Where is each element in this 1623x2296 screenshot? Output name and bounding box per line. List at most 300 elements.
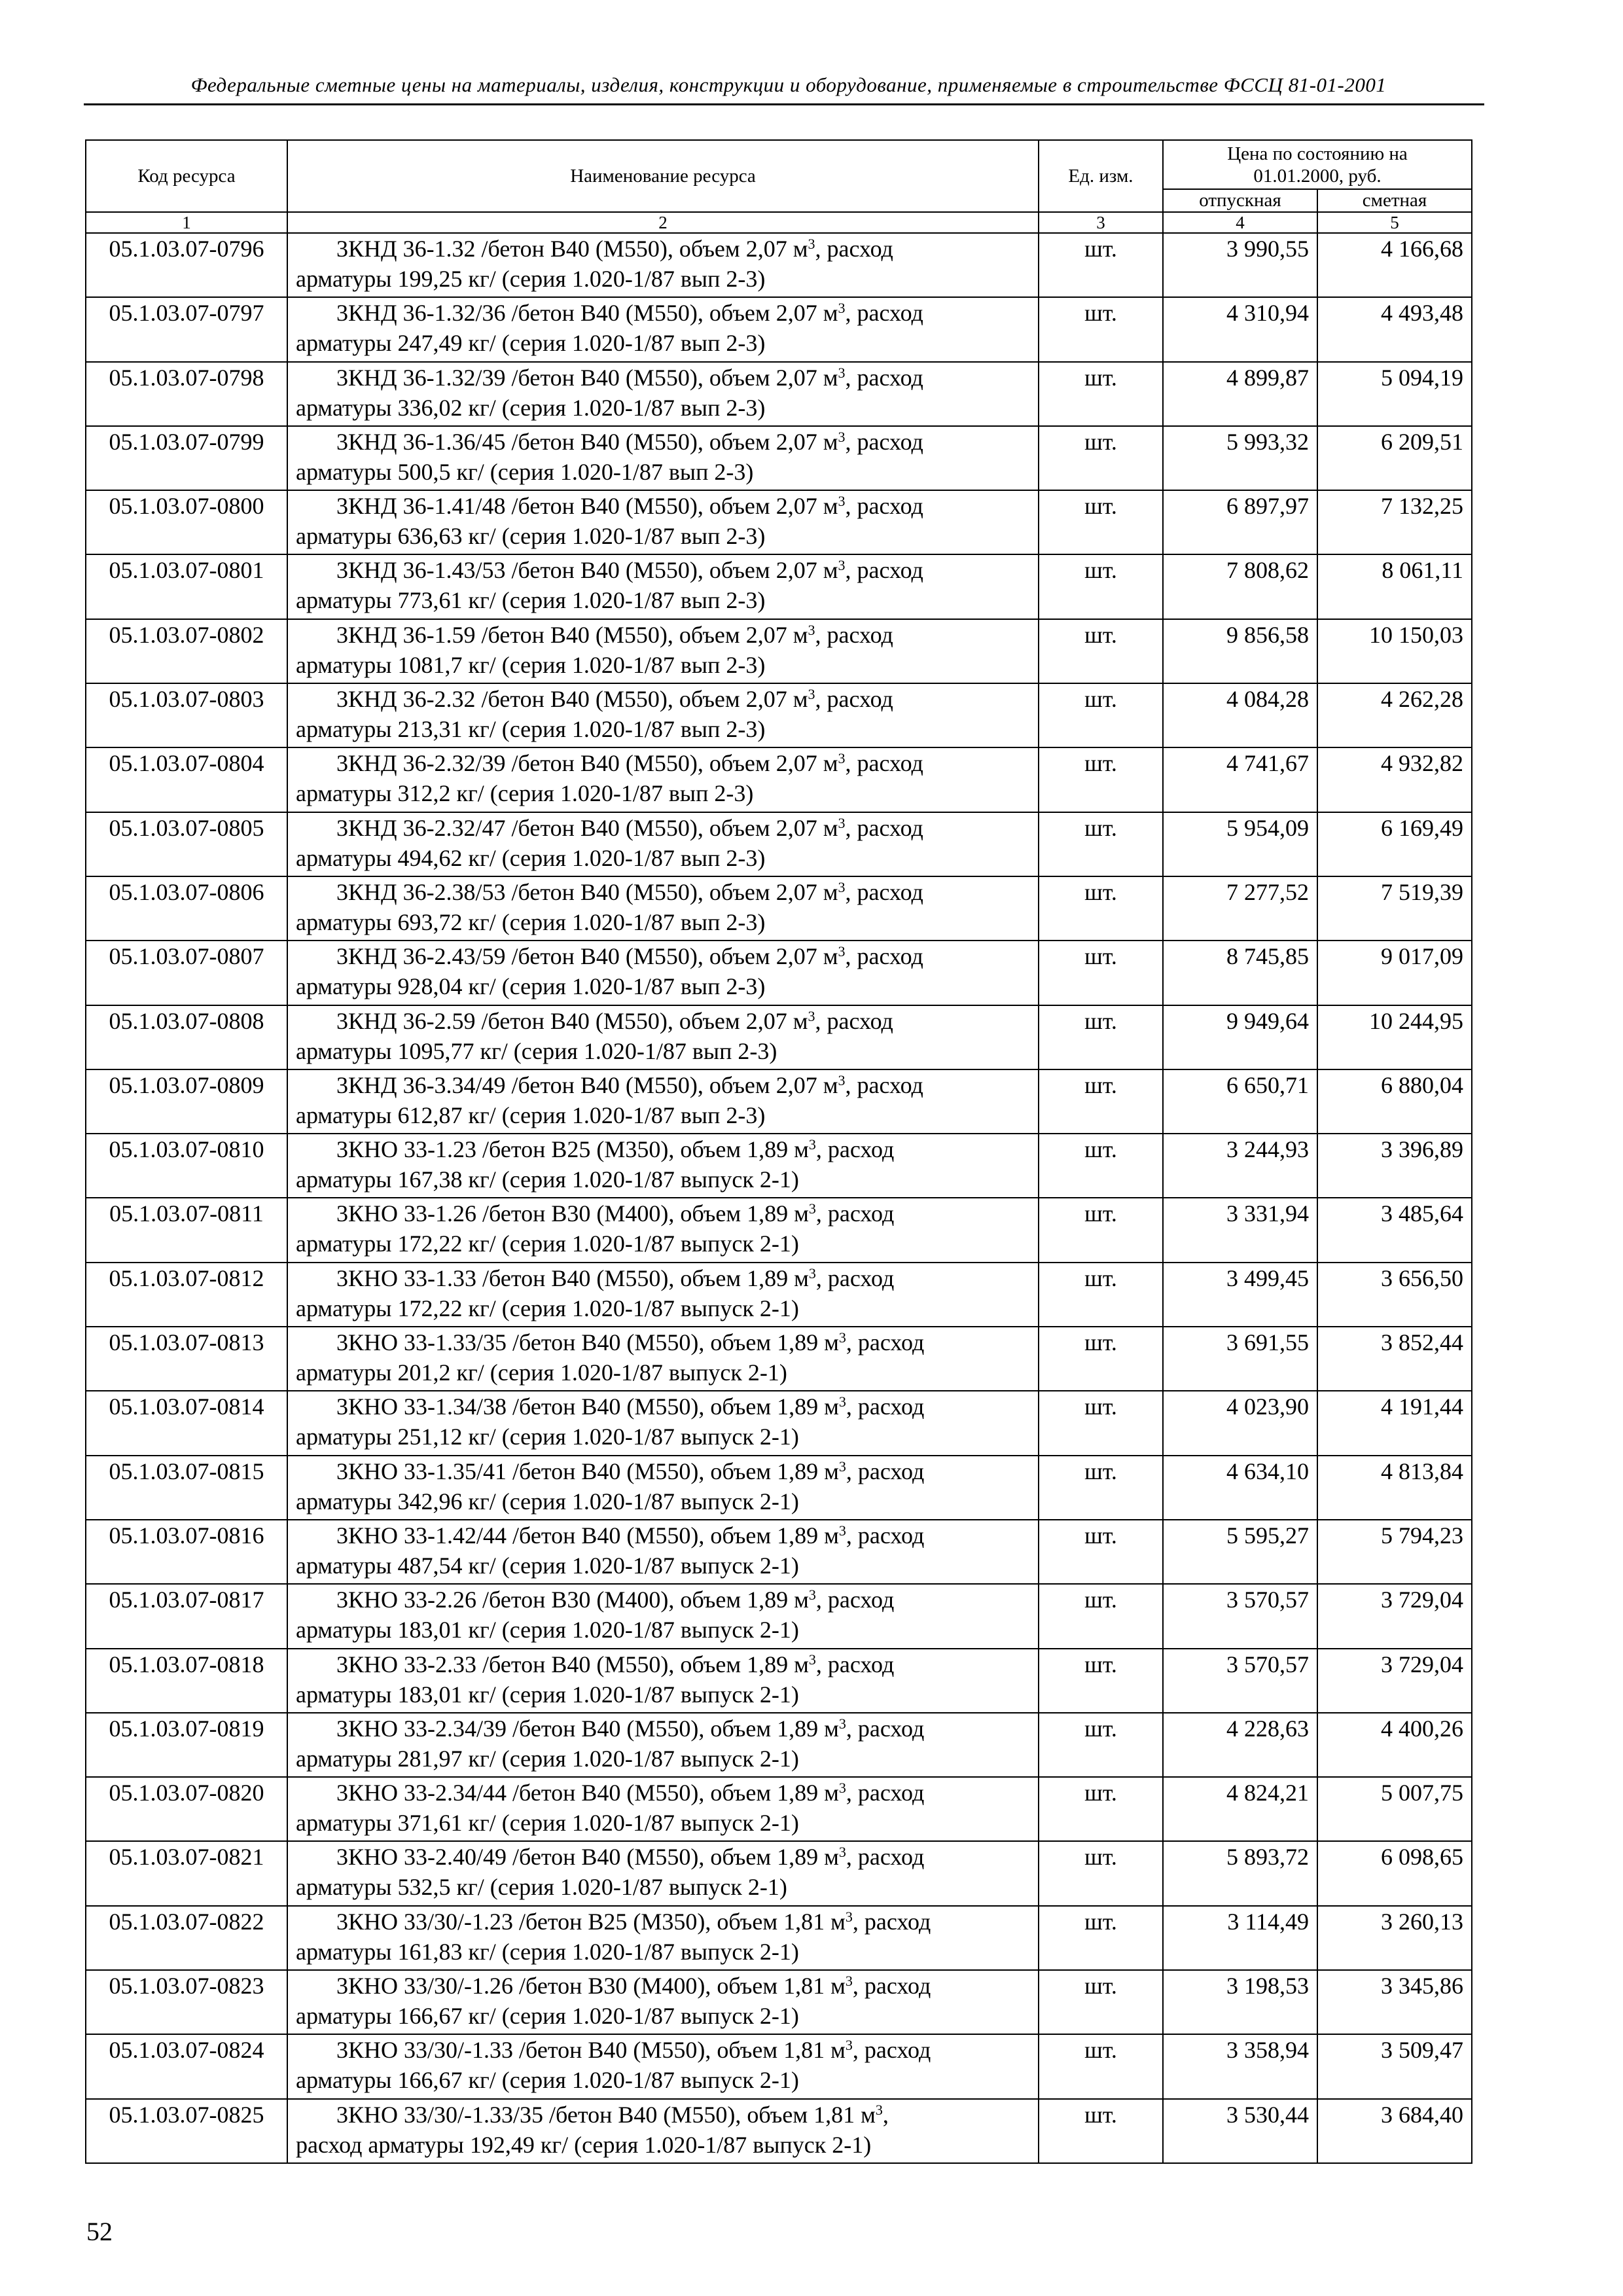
estimate-price: 5 094,19 (1317, 362, 1472, 426)
release-price: 4 899,87 (1163, 362, 1317, 426)
estimate-price: 3 684,40 (1317, 2099, 1472, 2163)
resource-name (287, 876, 1039, 941)
header-code: Код ресурса (86, 140, 287, 212)
table-row (86, 1391, 1472, 1455)
resource-name (287, 1198, 1039, 1262)
resource-name-line2: арматуры 247,49 кг/ (серия 1.020-1/87 вып 2-3) (296, 330, 766, 357)
estimate-price: 3 656,50 (1317, 1263, 1472, 1327)
resource-name-line2: арматуры 371,61 кг/ (серия 1.020-1/87 выпуск 2-1) (296, 1810, 799, 1837)
cubic-superscript: 3 (838, 1844, 846, 1861)
unit: шт. (1039, 233, 1163, 297)
unit: шт. (1039, 1520, 1163, 1584)
unit: шт. (1039, 1970, 1163, 2034)
cubic-superscript: 3 (845, 1973, 853, 1990)
release-price: 3 570,57 (1163, 1649, 1317, 1713)
cubic-superscript: 3 (838, 428, 846, 445)
resource-name-line2: арматуры 167,38 кг/ (серия 1.020-1/87 выпуск 2-1) (296, 1166, 799, 1193)
cubic-superscript: 3 (838, 878, 846, 895)
resource-name-line1-tail: , расход (846, 1458, 925, 1484)
cubic-superscript: 3 (838, 1071, 846, 1088)
table-row (86, 876, 1472, 941)
table-row (86, 1970, 1472, 2034)
resource-code: 05.1.03.07-0821 (86, 1841, 287, 1905)
resource-name-line1-tail: , расход (845, 750, 923, 777)
resource-name-line2: арматуры 500,5 кг/ (серия 1.020-1/87 вып 2-3) (296, 458, 754, 485)
unit: шт. (1039, 1005, 1163, 1069)
price-table (85, 139, 1472, 2164)
resource-name-line1: 3КНО 33-2.40/49 /бетон В40 (М550), объем 1,89 м (336, 1844, 839, 1871)
resource-name-line1: 3КНО 33-1.23 /бетон В25 (М350), объем 1,89 м (336, 1136, 809, 1163)
unit: шт. (1039, 1906, 1163, 1970)
resource-name-line1-tail: , расход (852, 1908, 931, 1935)
resource-name (287, 1777, 1039, 1841)
resource-code: 05.1.03.07-0796 (86, 233, 287, 297)
release-price: 3 990,55 (1163, 233, 1317, 297)
release-price: 3 530,44 (1163, 2099, 1317, 2163)
estimate-price: 3 260,13 (1317, 1906, 1472, 1970)
resource-name-line1: 3КНО 33-1.35/41 /бетон В40 (М550), объем 1,89 м (336, 1458, 839, 1484)
release-price: 4 023,90 (1163, 1391, 1317, 1455)
resource-code: 05.1.03.07-0818 (86, 1649, 287, 1713)
resource-name (287, 1263, 1039, 1327)
resource-name-line1-tail: , расход (852, 2037, 931, 2064)
release-price: 7 277,52 (1163, 876, 1317, 941)
resource-name-line2: арматуры 1095,77 кг/ (серия 1.020-1/87 вып 2-3) (296, 1037, 777, 1064)
column-number: 3 (1039, 212, 1163, 233)
resource-name-line2: арматуры 487,54 кг/ (серия 1.020-1/87 выпуск 2-1) (296, 1552, 799, 1579)
estimate-price: 3 852,44 (1317, 1327, 1472, 1391)
release-price: 9 949,64 (1163, 1005, 1317, 1069)
resource-name-line1: 3КНО 33/30/-1.33 /бетон В40 (М550), объем 1,81 м (336, 2037, 846, 2064)
header-estimate-price: сметная (1317, 189, 1472, 212)
header-price: Цена по состоянию на 01.01.2000, руб. (1163, 140, 1472, 189)
table-row (86, 2034, 1472, 2098)
resource-name-line1: 3КНО 33-2.34/44 /бетон В40 (М550), объем 1,89 м (336, 1780, 839, 1806)
estimate-price: 8 061,11 (1317, 554, 1472, 619)
estimate-price: 9 017,09 (1317, 941, 1472, 1005)
unit: шт. (1039, 490, 1163, 554)
resource-code: 05.1.03.07-0808 (86, 1005, 287, 1069)
release-price: 8 745,85 (1163, 941, 1317, 1005)
resource-name-line1-tail: , расход (815, 1587, 895, 1613)
unit: шт. (1039, 1069, 1163, 1134)
table-row (86, 1649, 1472, 1713)
resource-name-line2: арматуры 494,62 кг/ (серия 1.020-1/87 вып 2-3) (296, 844, 766, 871)
resource-name-line1: 3КНО 33-1.34/38 /бетон В40 (М550), объем 1,89 м (336, 1393, 839, 1420)
release-price: 3 331,94 (1163, 1198, 1317, 1262)
release-price: 4 084,28 (1163, 683, 1317, 747)
column-number: 4 (1163, 212, 1317, 233)
release-price: 5 954,09 (1163, 812, 1317, 876)
resource-name-line2: арматуры 213,31 кг/ (серия 1.020-1/87 вып 2-3) (296, 716, 766, 743)
resource-name (287, 2099, 1039, 2163)
table-row (86, 1263, 1472, 1327)
resource-name-line1-tail: , расход (815, 621, 893, 648)
unit: шт. (1039, 1134, 1163, 1198)
resource-name-line2: расход арматуры 192,49 кг/ (серия 1.020-1/87 выпуск 2-1) (296, 2131, 872, 2158)
resource-name-line1-tail: , расход (845, 493, 923, 520)
resource-code: 05.1.03.07-0803 (86, 683, 287, 747)
resource-name-line2: арматуры 251,12 кг/ (серия 1.020-1/87 выпуск 2-1) (296, 1424, 799, 1450)
resource-code: 05.1.03.07-0800 (86, 490, 287, 554)
resource-name-line1-tail: , расход (815, 686, 893, 713)
table-row (86, 297, 1472, 361)
price-table-body (86, 233, 1472, 2163)
resource-name-line1-tail: , расход (815, 236, 893, 262)
resource-name-line1: 3КНО 33-1.42/44 /бетон В40 (М550), объем 1,89 м (336, 1522, 839, 1549)
table-row (86, 747, 1472, 812)
unit: шт. (1039, 683, 1163, 747)
resource-name-line2: арматуры 281,97 кг/ (серия 1.020-1/87 выпуск 2-1) (296, 1745, 799, 1772)
estimate-price: 5 794,23 (1317, 1520, 1472, 1584)
table-row (86, 1005, 1472, 1069)
table-row (86, 1584, 1472, 1648)
resource-name-line2: арматуры 183,01 кг/ (серия 1.020-1/87 выпуск 2-1) (296, 1681, 799, 1708)
resource-code: 05.1.03.07-0798 (86, 362, 287, 426)
resource-code: 05.1.03.07-0813 (86, 1327, 287, 1391)
cubic-superscript: 3 (808, 1200, 816, 1217)
estimate-price: 4 932,82 (1317, 747, 1472, 812)
table-row (86, 233, 1472, 297)
resource-name (287, 812, 1039, 876)
resource-code: 05.1.03.07-0819 (86, 1713, 287, 1777)
resource-name-line1-tail: , расход (815, 1200, 895, 1227)
resource-code: 05.1.03.07-0820 (86, 1777, 287, 1841)
table-row (86, 619, 1472, 683)
table-row (86, 1134, 1472, 1198)
unit: шт. (1039, 1777, 1163, 1841)
resource-name-line1-tail: , расход (852, 1973, 931, 2000)
release-price: 3 244,93 (1163, 1134, 1317, 1198)
resource-name-line1: 3КНО 33-2.34/39 /бетон В40 (М550), объем 1,89 м (336, 1715, 839, 1742)
resource-code: 05.1.03.07-0825 (86, 2099, 287, 2163)
cubic-superscript: 3 (838, 1393, 846, 1410)
estimate-price: 4 166,68 (1317, 233, 1472, 297)
resource-name-line1: 3КНД 36-2.32 /бетон В40 (М550), объем 2,07 м (336, 686, 808, 713)
table-row (86, 812, 1472, 876)
resource-code: 05.1.03.07-0805 (86, 812, 287, 876)
resource-name-line1-tail: , расход (845, 878, 923, 905)
resource-name (287, 747, 1039, 812)
table-row (86, 1906, 1472, 1970)
unit: шт. (1039, 747, 1163, 812)
resource-name-line2: арматуры 336,02 кг/ (серия 1.020-1/87 вып 2-3) (296, 394, 766, 421)
resource-name (287, 1005, 1039, 1069)
resource-name (287, 554, 1039, 619)
release-price: 4 741,67 (1163, 747, 1317, 812)
resource-name (287, 1134, 1039, 1198)
running-header: Федеральные сметные цены на материалы, изделия, конструкции и оборудование, применяемые в строительстве ФССЦ 81-01-2001 (190, 73, 1387, 96)
unit: шт. (1039, 619, 1163, 683)
resource-name-line1-tail: , расход (846, 1329, 925, 1356)
resource-name-line2: арматуры 636,63 кг/ (серия 1.020-1/87 вып 2-3) (296, 523, 766, 550)
unit: шт. (1039, 426, 1163, 490)
resource-name-line1: 3КНД 36-2.43/59 /бетон В40 (М550), объем 2,07 м (336, 943, 838, 970)
resource-name-line1-tail: , расход (846, 1522, 925, 1549)
column-number: 1 (86, 212, 287, 233)
cubic-superscript: 3 (838, 557, 846, 574)
resource-name (287, 1713, 1039, 1777)
resource-name-line1: 3КНО 33/30/-1.26 /бетон В30 (М400), объем 1,81 м (336, 1973, 846, 2000)
unit: шт. (1039, 554, 1163, 619)
unit: шт. (1039, 1649, 1163, 1713)
resource-name-line2: арматуры 183,01 кг/ (серия 1.020-1/87 выпуск 2-1) (296, 1617, 799, 1643)
estimate-price: 6 169,49 (1317, 812, 1472, 876)
resource-name-line2: арматуры 693,72 кг/ (серия 1.020-1/87 вып 2-3) (296, 908, 766, 935)
estimate-price: 3 729,04 (1317, 1584, 1472, 1648)
table-row (86, 1069, 1472, 1134)
resource-name (287, 1520, 1039, 1584)
release-price: 3 114,49 (1163, 1906, 1317, 1970)
resource-name-line2: арматуры 166,67 кг/ (серия 1.020-1/87 выпуск 2-1) (296, 2003, 799, 2030)
unit: шт. (1039, 941, 1163, 1005)
resource-name-line1: 3КНД 36-1.36/45 /бетон В40 (М550), объем 2,07 м (336, 428, 838, 455)
resource-name-line2: арматуры 166,67 кг/ (серия 1.020-1/87 выпуск 2-1) (296, 2067, 799, 2094)
resource-name-line1: 3КНО 33-2.26 /бетон В30 (М400), объем 1,89 м (336, 1587, 809, 1613)
resource-code: 05.1.03.07-0822 (86, 1906, 287, 1970)
estimate-price: 5 007,75 (1317, 1777, 1472, 1841)
resource-name-line2: арматуры 928,04 кг/ (серия 1.020-1/87 вып 2-3) (296, 973, 766, 1000)
cubic-superscript: 3 (838, 493, 846, 510)
resource-name-line2: арматуры 532,5 кг/ (серия 1.020-1/87 выпуск 2-1) (296, 1874, 787, 1901)
resource-name (287, 1970, 1039, 2034)
resource-name (287, 426, 1039, 490)
release-price: 4 228,63 (1163, 1713, 1317, 1777)
unit: шт. (1039, 2034, 1163, 2098)
cubic-superscript: 3 (838, 1522, 846, 1539)
resource-code: 05.1.03.07-0801 (86, 554, 287, 619)
resource-name-line1-tail: , расход (845, 428, 923, 455)
resource-code: 05.1.03.07-0824 (86, 2034, 287, 2098)
resource-code: 05.1.03.07-0799 (86, 426, 287, 490)
estimate-price: 7 519,39 (1317, 876, 1472, 941)
resource-code: 05.1.03.07-0809 (86, 1069, 287, 1134)
unit: шт. (1039, 1713, 1163, 1777)
header-unit: Ед. изм. (1039, 140, 1163, 212)
estimate-price: 4 813,84 (1317, 1456, 1472, 1520)
resource-name (287, 1456, 1039, 1520)
cubic-superscript: 3 (808, 621, 815, 638)
release-price: 5 993,32 (1163, 426, 1317, 490)
estimate-price: 6 098,65 (1317, 1841, 1472, 1905)
resource-code: 05.1.03.07-0806 (86, 876, 287, 941)
resource-name (287, 1391, 1039, 1455)
unit: шт. (1039, 1841, 1163, 1905)
unit: шт. (1039, 1584, 1163, 1648)
cubic-superscript: 3 (845, 1908, 853, 1925)
cubic-superscript: 3 (838, 943, 846, 960)
cubic-superscript: 3 (838, 364, 846, 381)
estimate-price: 3 729,04 (1317, 1649, 1472, 1713)
resource-name (287, 297, 1039, 361)
cubic-superscript: 3 (808, 1265, 816, 1282)
resource-code: 05.1.03.07-0797 (86, 297, 287, 361)
resource-name-line2: арматуры 161,83 кг/ (серия 1.020-1/87 выпуск 2-1) (296, 1938, 799, 1965)
resource-name-line2: арматуры 773,61 кг/ (серия 1.020-1/87 вып 2-3) (296, 587, 766, 614)
table-row (86, 1777, 1472, 1841)
table-row (86, 941, 1472, 1005)
unit: шт. (1039, 812, 1163, 876)
resource-name-line2: арматуры 612,87 кг/ (серия 1.020-1/87 вып 2-3) (296, 1102, 766, 1128)
header-release-price: отпускная (1163, 189, 1317, 212)
release-price: 3 198,53 (1163, 1970, 1317, 2034)
release-price: 3 570,57 (1163, 1584, 1317, 1648)
resource-name-line1-tail: , расход (815, 1136, 895, 1163)
column-number: 5 (1317, 212, 1472, 233)
estimate-price: 4 191,44 (1317, 1391, 1472, 1455)
table-row (86, 1520, 1472, 1584)
resource-name-line2: арматуры 172,22 кг/ (серия 1.020-1/87 выпуск 2-1) (296, 1230, 799, 1257)
cubic-superscript: 3 (808, 236, 815, 252)
release-price: 5 595,27 (1163, 1520, 1317, 1584)
resource-name-line1: 3КНО 33-2.33 /бетон В40 (М550), объем 1,89 м (336, 1651, 809, 1677)
header-rule (84, 103, 1484, 105)
resource-code: 05.1.03.07-0816 (86, 1520, 287, 1584)
column-number: 2 (287, 212, 1039, 233)
resource-name-line1: 3КНД 36-2.59 /бетон В40 (М550), объем 2,07 м (336, 1007, 808, 1034)
unit: шт. (1039, 1263, 1163, 1327)
resource-code: 05.1.03.07-0804 (86, 747, 287, 812)
release-price: 9 856,58 (1163, 619, 1317, 683)
resource-code: 05.1.03.07-0810 (86, 1134, 287, 1198)
cubic-superscript: 3 (845, 2037, 853, 2054)
estimate-price: 6 209,51 (1317, 426, 1472, 490)
cubic-superscript: 3 (838, 1780, 846, 1797)
release-price: 3 499,45 (1163, 1263, 1317, 1327)
release-price: 4 824,21 (1163, 1777, 1317, 1841)
estimate-price: 3 396,89 (1317, 1134, 1472, 1198)
estimate-price: 4 262,28 (1317, 683, 1472, 747)
resource-name (287, 619, 1039, 683)
release-price: 6 897,97 (1163, 490, 1317, 554)
resource-code: 05.1.03.07-0807 (86, 941, 287, 1005)
unit: шт. (1039, 1198, 1163, 1262)
estimate-price: 7 132,25 (1317, 490, 1472, 554)
resource-name-line1: 3КНД 36-2.38/53 /бетон В40 (М550), объем 2,07 м (336, 878, 838, 905)
release-price: 3 691,55 (1163, 1327, 1317, 1391)
resource-name-line1: 3КНО 33-1.33 /бетон В40 (М550), объем 1,89 м (336, 1265, 809, 1291)
resource-name-line2: арматуры 342,96 кг/ (серия 1.020-1/87 выпуск 2-1) (296, 1488, 799, 1515)
resource-code: 05.1.03.07-0817 (86, 1584, 287, 1648)
table-row (86, 490, 1472, 554)
estimate-price: 10 244,95 (1317, 1005, 1472, 1069)
cubic-superscript: 3 (838, 750, 846, 767)
resource-name-line1-tail: , расход (845, 943, 923, 970)
release-price: 6 650,71 (1163, 1069, 1317, 1134)
resource-name-line2: арматуры 172,22 кг/ (серия 1.020-1/87 выпуск 2-1) (296, 1295, 799, 1321)
resource-name (287, 1327, 1039, 1391)
cubic-superscript: 3 (808, 686, 815, 703)
estimate-price: 6 880,04 (1317, 1069, 1472, 1134)
resource-name (287, 233, 1039, 297)
release-price: 4 634,10 (1163, 1456, 1317, 1520)
resource-name-line1-tail: , расход (845, 814, 923, 841)
resource-code: 05.1.03.07-0811 (86, 1198, 287, 1262)
table-row (86, 1841, 1472, 1905)
resource-name-line1-tail: , расход (815, 1651, 895, 1677)
resource-name (287, 490, 1039, 554)
resource-name-line2: арматуры 312,2 кг/ (серия 1.020-1/87 вып 2-3) (296, 780, 754, 807)
resource-name-line1-tail: , расход (845, 557, 923, 584)
table-row (86, 1327, 1472, 1391)
resource-name-line1-tail: , расход (846, 1844, 925, 1871)
resource-name-line1: 3КНО 33-1.33/35 /бетон В40 (М550), объем 1,89 м (336, 1329, 839, 1356)
release-price: 7 808,62 (1163, 554, 1317, 619)
resource-name-line1-tail: , (882, 2101, 889, 2128)
cubic-superscript: 3 (838, 1458, 846, 1475)
cubic-superscript: 3 (838, 1329, 846, 1346)
resource-name-line1-tail: , расход (845, 364, 923, 391)
resource-code: 05.1.03.07-0812 (86, 1263, 287, 1327)
table-row (86, 683, 1472, 747)
resource-name (287, 362, 1039, 426)
table-row (86, 1198, 1472, 1262)
header-name: Наименование ресурса (287, 140, 1039, 212)
release-price: 5 893,72 (1163, 1841, 1317, 1905)
resource-name-line1: 3КНД 36-2.32/47 /бетон В40 (М550), объем 2,07 м (336, 814, 838, 841)
release-price: 4 310,94 (1163, 297, 1317, 361)
cubic-superscript: 3 (808, 1587, 816, 1604)
resource-name-line1-tail: , расход (846, 1715, 925, 1742)
estimate-price: 4 493,48 (1317, 297, 1472, 361)
cubic-superscript: 3 (838, 300, 846, 317)
resource-name-line1-tail: , расход (815, 1007, 893, 1034)
resource-name-line1: 3КНО 33-1.26 /бетон В30 (М400), объем 1,89 м (336, 1200, 809, 1227)
table-row (86, 426, 1472, 490)
resource-name-line1-tail: , расход (846, 1780, 925, 1806)
resource-name (287, 2034, 1039, 2098)
page-number: 52 (86, 2217, 113, 2246)
unit: шт. (1039, 2099, 1163, 2163)
unit: шт. (1039, 1456, 1163, 1520)
resource-name-line1-tail: , расход (845, 1071, 923, 1098)
resource-name-line1: 3КНД 36-1.43/53 /бетон В40 (М550), объем 2,07 м (336, 557, 838, 584)
table-row (86, 362, 1472, 426)
unit: шт. (1039, 876, 1163, 941)
resource-name (287, 683, 1039, 747)
resource-code: 05.1.03.07-0802 (86, 619, 287, 683)
table-row (86, 554, 1472, 619)
resource-name (287, 1584, 1039, 1648)
estimate-price: 3 345,86 (1317, 1970, 1472, 2034)
table-row (86, 1713, 1472, 1777)
resource-name-line1: 3КНО 33/30/-1.23 /бетон В25 (М350), объем 1,81 м (336, 1908, 846, 1935)
resource-name-line1: 3КНД 36-2.32/39 /бетон В40 (М550), объем 2,07 м (336, 750, 838, 777)
table-row (86, 1456, 1472, 1520)
resource-name-line2: арматуры 199,25 кг/ (серия 1.020-1/87 вып 2-3) (296, 266, 766, 292)
estimate-price: 3 509,47 (1317, 2034, 1472, 2098)
resource-name-line1-tail: , расход (845, 300, 923, 327)
cubic-superscript: 3 (838, 1715, 846, 1732)
resource-code: 05.1.03.07-0815 (86, 1456, 287, 1520)
cubic-superscript: 3 (808, 1136, 816, 1153)
table-row (86, 2099, 1472, 2163)
resource-name (287, 941, 1039, 1005)
resource-name-line1: 3КНД 36-1.41/48 /бетон В40 (М550), объем 2,07 м (336, 493, 838, 520)
resource-name-line1-tail: , расход (846, 1393, 925, 1420)
resource-name (287, 1649, 1039, 1713)
resource-name-line2: арматуры 201,2 кг/ (серия 1.020-1/87 выпуск 2-1) (296, 1359, 787, 1386)
estimate-price: 10 150,03 (1317, 619, 1472, 683)
estimate-price: 4 400,26 (1317, 1713, 1472, 1777)
release-price: 3 358,94 (1163, 2034, 1317, 2098)
resource-name (287, 1069, 1039, 1134)
resource-name-line1: 3КНД 36-1.32/39 /бетон В40 (М550), объем 2,07 м (336, 364, 838, 391)
resource-code: 05.1.03.07-0823 (86, 1970, 287, 2034)
resource-name (287, 1906, 1039, 1970)
resource-name-line1: 3КНД 36-3.34/49 /бетон В40 (М550), объем 2,07 м (336, 1071, 838, 1098)
cubic-superscript: 3 (808, 1651, 816, 1668)
